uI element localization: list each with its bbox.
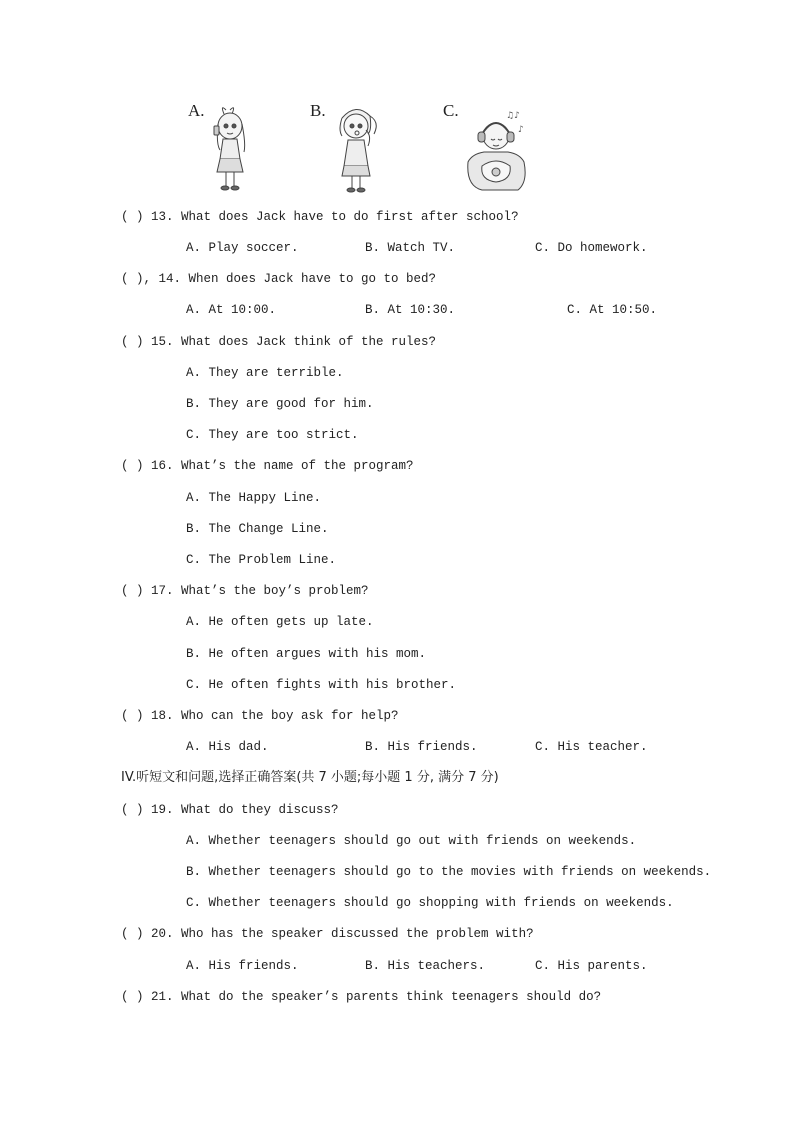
q15-option-a: A. They are terrible. xyxy=(186,366,344,380)
question-15: ( ) 15. What does Jack think of the rules? xyxy=(121,335,437,349)
q18-option-c: C. His teacher. xyxy=(535,740,648,754)
question-19: ( ) 19. What do they discuss? xyxy=(121,803,339,817)
q18-option-b: B. His friends. xyxy=(365,740,478,754)
girl-phone-illustration xyxy=(206,104,258,192)
question-18: ( ) 18. Who can the boy ask for help? xyxy=(121,709,399,723)
question-16: ( ) 16. What’s the name of the program? xyxy=(121,459,414,473)
q15-option-b: B. They are good for him. xyxy=(186,397,374,411)
q13-option-c: C. Do homework. xyxy=(535,241,648,255)
q16-option-c: C. The Problem Line. xyxy=(186,553,337,567)
q16-option-b: B. The Change Line. xyxy=(186,522,329,536)
picture-c-label: C. xyxy=(443,101,459,120)
q13-option-a: A. Play soccer. xyxy=(186,241,299,255)
girl-headphones-illustration xyxy=(462,106,532,194)
question-13: ( ) 13. What does Jack have to do first after school? xyxy=(121,210,519,224)
q20-option-a: A. His friends. xyxy=(186,959,299,973)
svg-text:♪: ♪ xyxy=(518,125,524,135)
q14-option-b: B. At 10:30. xyxy=(365,303,456,317)
q19-option-b: B. Whether teenagers should go to the movies with friends on weekends. xyxy=(186,865,712,879)
question-14: ( ), 14. When does Jack have to go to bed? xyxy=(121,272,437,286)
svg-text:♫♪: ♫♪ xyxy=(506,111,520,121)
q14-option-a: A. At 10:00. xyxy=(186,303,277,317)
q19-option-a: A. Whether teenagers should go out with friends on weekends. xyxy=(186,834,637,848)
q17-option-a: A. He often gets up late. xyxy=(186,615,374,629)
q18-option-a: A. His dad. xyxy=(186,740,269,754)
girl-thinking-illustration xyxy=(328,104,386,194)
q20-option-b: B. His teachers. xyxy=(365,959,486,973)
question-20: ( ) 20. Who has the speaker discussed the problem with? xyxy=(121,927,534,941)
q14-option-c: C. At 10:50. xyxy=(567,303,658,317)
q13-option-b: B. Watch TV. xyxy=(365,241,456,255)
q15-option-c: C. They are too strict. xyxy=(186,428,359,442)
q17-option-b: B. He often argues with his mom. xyxy=(186,647,427,661)
q20-option-c: C. His parents. xyxy=(535,959,648,973)
q19-option-c: C. Whether teenagers should go shopping with friends on weekends. xyxy=(186,896,674,910)
picture-b-label: B. xyxy=(310,101,326,120)
question-21: ( ) 21. What do the speaker’s parents think teenagers should do? xyxy=(121,990,602,1004)
question-17: ( ) 17. What’s the boy’s problem? xyxy=(121,584,369,598)
section-4-heading: IV.听短文和问题,选择正确答案(共 7 小题;每小题 1 分, 满分 7 分) xyxy=(121,770,499,785)
picture-a-label: A. xyxy=(188,101,205,120)
q16-option-a: A. The Happy Line. xyxy=(186,491,322,505)
q17-option-c: C. He often fights with his brother. xyxy=(186,678,457,692)
